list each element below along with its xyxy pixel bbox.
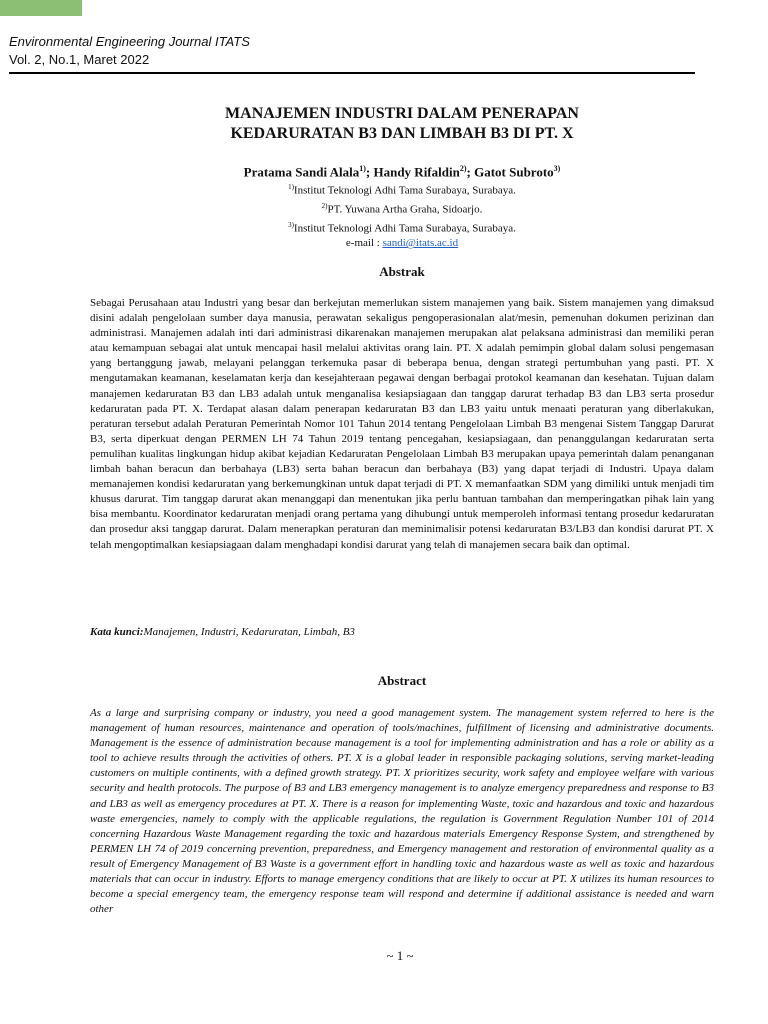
journal-header — [9, 33, 250, 69]
header-divider — [9, 72, 695, 74]
author-list — [90, 161, 714, 180]
author-2-marker: 2) — [459, 164, 467, 173]
journal-color-tab — [0, 0, 82, 16]
author-separator: ; — [365, 164, 371, 180]
journal-name: Environmental Engineering Journal ITATS — [9, 34, 250, 49]
page-number: ~ 1 ~ — [386, 948, 414, 963]
email-label: e-mail : — [345, 237, 383, 250]
abstract-body: As a large and surprising company or industry, you need a good management system. The management system referred to here is the management of human resources, maintenance and operation of tools/machines, fulfillment of licensing and administrative documents. Management is the essence of administration because management is a tool for implementing administration and has a role or ability as a tool to achieve results through the activities of others. PT. X is a global leader in responsible packaging solutions, serving market-leading customers on multiple continents, with a defined growth strategy. PT. X prioritizes security, work safety and employee welfare with various security and health protocols. The purpose of B3 and LB3 emergency management is to analyze emergency preparedness and response to B3 and LB3 as well as emergency procedures at PT. X. There is a reason for implementing Waste, toxic and hazardous and toxic and hazardous waste emergencies, namely to comply with the applicable regulations, the regulation is Government Regulation Number 101 of 2014 concerning Hazardous Waste Management regarding the toxic and hazardous materials Emergency Response System, and strengthened by PERMEN LH 74 of 2019 concerning prevention, preparedness, and Emergency management and restoration of environmental quality as a result of Emergency Management of B3 Waste is a government effort in handling toxic and hazardous waste as well as toxic and hazardous materials that can occur in industry. Efforts to manage emergency conditions that are likely to occur at PT. X utilizes its human resources to become a special emergency team, the emergency response team will respond and determine if additional assistance is needed and warn other — [90, 707, 714, 916]
keywords-label: Kata kunci: — [90, 626, 144, 638]
email-line — [90, 236, 714, 251]
author-separator: ; — [466, 164, 471, 180]
author-3-marker: 3) — [553, 164, 561, 173]
author-3: Gatot Subroto — [474, 164, 554, 180]
affiliation-text: Institut Teknologi Adhi Tama Surabaya, Surabaya. — [293, 184, 516, 197]
title-line-2: KEDARURATAN B3 DAN LIMBAH B3 DI PT. X — [230, 125, 574, 142]
affiliation-marker: 3) — [288, 220, 294, 229]
keywords-line — [90, 626, 714, 638]
author-2: Handy Rifaldin — [373, 164, 460, 180]
title-block — [90, 104, 714, 251]
author-1-marker: 1) — [359, 164, 366, 173]
abstrak-body: Sebagai Perusahaan atau Industri yang besar dan berkejutan memerlukan sistem manajemen yang baik. Sistem manajemen yang dimaksud disini adalah pengelolaan sumber daya manusia, perawatan sekaligus pengoperasionalan alat/mesin, pemenuhan dokumen perizinan dan administrasi. Manajemen adalah inti dari administrasi dikarenakan manajemen merupakan alat pelaksana administrasi dan memiliki peran atau kemampuan sebagai alat untuk mencapai hasil melalui aktivitas orang lain. PT. X adalah pemimpin global dalam solusi pengemasan yang bertanggung jawab, melayani pelanggan terkemuka pasar di beberapa benua, dengan strategi pertumbuhan yang pasti. PT. X mengutamakan keamanan, keselamatan kerja dan kesejahteraan pegawai dengan berbagai protokol keamanan dan kesehatan. Tujuan dalam manajemen kedaruratan B3 dan LB3 adalah untuk menganalisa kesiapsiagaan dan tanggap darurat terhadap B3 dan LB3 serta prosedur kedaruratan pada PT. X. Terdapat alasan dalam penerapan kedaruratan B3 dan LB3 yaitu untuk menaati peraturan yang diberlakukan, peraturan tersebut adalah Peraturan Pemerintah Nomor 101 Tahun 2014 tentang Pengelolaan Limbah B3 mengenai Sistem Tanggap Darurat B3, serta diperkuat dengan PERMEN LH 74 Tahun 2019 tentang pencegahan, kesiapsiagaan, dan penanggulangan kedaruratan serta pemulihan kualitas lingkungan hidup akibat kejadian Kedaruratan Pengelolaan Limbah B3 merupakan upaya pemerintah dalam penanganan limbah bahan beracun dan berbahaya (LB3) serta bahan beracun dan berbahaya (B3) yang dapat terjadi di Industri. Upaya dalam memanajemen kondisi kedaruratan yang berkemungkinan untuk dapat terjadi di PT. X memanfaatkan SDM yang dimiliki untuk menjadi tim khusus darurat. Tim tanggap darurat akan menanggapi dan menentukan jika perlu bantuan tambahan dan memperingatkan pihak lain yang bisa membantu. Koordinator kedaruratan menjadi orang pertama yang dihubungi untuk memperoleh informasi tentang prosedur kedaruratan dan prosedur aksi tanggap darurat. Dalam menerapkan peraturan dan meminimalisir potensi kedaruratan B3/LB3 dan kondisi darurat PT. X telah mengoptimalkan kesiapsiagaan dalam menghadapi kondisi darurat yang telah di manajemen secara baik dan optimal. — [90, 297, 714, 551]
abstract-heading: Abstract — [377, 673, 427, 688]
email-link[interactable]: sandi@itats.ac.id — [382, 237, 459, 250]
affiliation-1 — [90, 180, 714, 199]
author-1: Pratama Sandi Alala — [243, 164, 360, 180]
title-line-1: MANAJEMEN INDUSTRI DALAM PENERAPAN — [225, 105, 579, 122]
affiliation-3 — [90, 218, 714, 237]
affiliation-text: Institut Teknologi Adhi Tama Surabaya, Surabaya. — [293, 222, 516, 235]
affiliation-text: PT. Yuwana Artha Graha, Sidoarjo. — [327, 203, 483, 216]
paper-title — [90, 104, 714, 144]
affiliation-marker: 1) — [288, 183, 294, 192]
journal-volume: Vol. 2, No.1, Maret 2022 — [9, 52, 150, 67]
abstrak-heading: Abstrak — [379, 264, 425, 279]
keywords-text: Manajemen, Industri, Kedaruratan, Limbah, B3 — [143, 626, 355, 638]
affiliation-2 — [90, 199, 714, 218]
affiliation-marker: 2) — [321, 201, 328, 210]
